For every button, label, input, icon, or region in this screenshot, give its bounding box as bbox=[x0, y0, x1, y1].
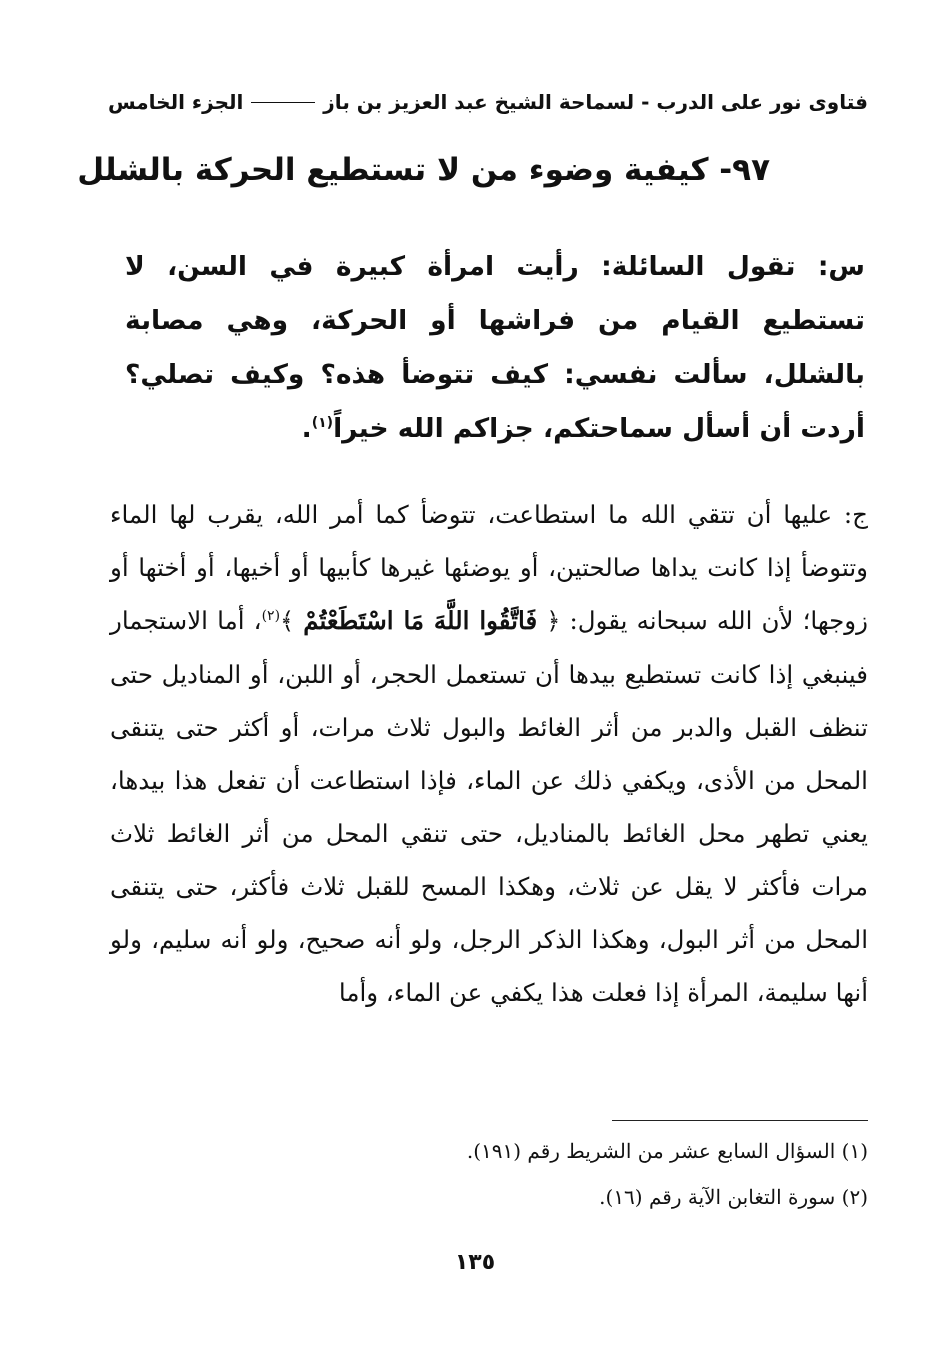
answer-footnote-ref: (٢) bbox=[261, 607, 281, 624]
footnote-text: السؤال السابع عشر من الشريط رقم (١٩١). bbox=[466, 1139, 836, 1163]
footnote-2 bbox=[380, 1174, 868, 1220]
question-text: تقول السائلة: رأيت امرأة كبيرة في السن، لا تستطيع القيام من فراشها أو الحركة، وهي مصابة بالشلل، سألت نفسي: كيف تتوضأ هذه؟ وكيف تصلي؟ أردت أن أسأل سماحتكم، جزاكم الله خيراً bbox=[125, 251, 865, 444]
footnote-text: سورة التغابن الآية رقم (١٦). bbox=[599, 1185, 836, 1209]
quran-verse: فَاتَّقُوا اللَّهَ مَا اسْتَطَعْتُمْ bbox=[303, 606, 538, 635]
question-footnote-ref: (١) bbox=[311, 415, 334, 432]
answer-text-part2: ، أما الاستجمار فينبغي إذا كانت تستطيع بيدها أن تستعمل الحجر، أو اللبن، أو المناديل حتى تنظف القبل والدبر من أثر الغائط والبول ثلاث مرات، أو أكثر حتى يتنقى المحل من الأذى، ويكفي ذلك عن الماء، فإذا استطاعت أن تفعل هذا بيدها، يعني تطهر محل الغائط بالمناديل، حتى تنقي المحل من أثر الغائط ثلاث مرات فأكثر لا يقل عن ثلاث، وهكذا المسح للقبل ثلاث فأكثر، حتى يتنقى المحل من أثر البول، وهكذا الذكر الرجل، ولو أنه صحيح، ولو أنه سليم، ولو أنها سليمة، المرأة إذا فعلت هذا يكفي عن الماء، وأما bbox=[110, 606, 868, 1007]
answer-paragraph bbox=[110, 488, 868, 1019]
footnote-number: (١) bbox=[841, 1139, 868, 1163]
quran-bracket-close: ﴾ bbox=[280, 607, 295, 635]
quran-bracket-open: ﴿ bbox=[546, 607, 561, 635]
answer-text-part1: عليها أن تتقي الله ما استطاعت، تتوضأ كما أمر الله، يقرب لها الماء وتتوضأ إذا كانت يداها صالحتين، أو يوضئها غيرها كأبيها أو أخيها، أو أختها أو زوجها؛ لأن الله سبحانه يقول: bbox=[110, 500, 868, 635]
footnote-rule bbox=[612, 1120, 868, 1121]
question-paragraph bbox=[125, 240, 865, 456]
question-end: . bbox=[301, 413, 312, 444]
section-title: ٩٧- كيفية وضوء من لا تستطيع الحركة بالشلل bbox=[77, 152, 770, 188]
answer-label: ج: bbox=[843, 500, 868, 529]
question-label: س: bbox=[817, 251, 865, 282]
volume-label: الجزء الخامس bbox=[108, 90, 244, 114]
footnotes bbox=[380, 1128, 868, 1220]
running-header bbox=[108, 84, 868, 120]
book-title: فتاوى نور على الدرب - لسماحة الشيخ عبد العزيز بن باز bbox=[323, 90, 868, 114]
footnote-1 bbox=[380, 1128, 868, 1174]
header-rule bbox=[251, 102, 315, 103]
footnote-number: (٢) bbox=[841, 1185, 868, 1209]
page-number: ١٣٥ bbox=[454, 1250, 496, 1275]
